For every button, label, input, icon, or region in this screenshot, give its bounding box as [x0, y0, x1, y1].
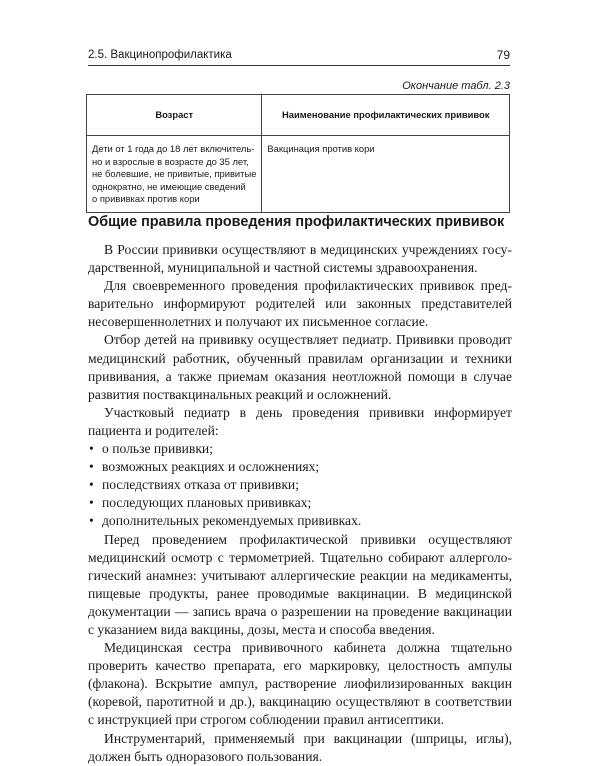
- body-text: [88, 241, 512, 766]
- text-line: пищевые продукты, ранее проводимые вакцинации. В медицинской: [88, 585, 512, 601]
- text-line: пациента и родителей:: [88, 422, 219, 438]
- table-caption: Окончание табл. 2.3: [402, 80, 510, 92]
- text-line: Для своевременного проведения профилактических прививок пред-: [104, 278, 512, 294]
- bullet-icon: •: [89, 495, 94, 511]
- bullet-icon: •: [89, 513, 94, 529]
- text-line: Отбор детей на прививку осуществляет педиатр. Прививки проводит: [104, 332, 512, 348]
- bullet-icon: •: [89, 459, 94, 475]
- running-header: [88, 47, 510, 66]
- running-header-section: 2.5. Вакцинопрофилактика: [88, 49, 232, 61]
- bullet-text: возможных реакциях и осложнениях;: [102, 459, 320, 475]
- bullet-list-item: [88, 440, 512, 458]
- text-line: (коревой, паротитной и др.), вакцинацию осуществляют в соответствии: [88, 694, 512, 710]
- text-line: варительно информируют родителей или законных представителей: [88, 296, 512, 312]
- column-header-age: Возраст: [87, 95, 262, 136]
- section-title: Общие правила проведения профилактических прививок: [88, 214, 505, 230]
- table-cell-age: [87, 136, 262, 213]
- table-cell-vaccination: Вакцинация против кори: [262, 136, 510, 213]
- cell-line: однократно, не имеющие сведений: [92, 180, 246, 192]
- text-line: В России прививки осуществляют в медицинских учреждениях госу-: [104, 242, 512, 257]
- bullet-list-item: [88, 512, 512, 530]
- column-header-line: профилактических прививок: [353, 108, 490, 120]
- text-line: развития поствакцинальных реакций и осложнений.: [88, 386, 392, 402]
- text-line: Перед проведением профилактической прививки осуществляют: [104, 531, 512, 547]
- bullet-list-item: [88, 458, 512, 476]
- bullet-list-item: [88, 494, 512, 512]
- bullet-icon: •: [89, 441, 94, 457]
- text-line: Медицинская сестра прививочного кабинета должна тщательно: [104, 640, 512, 656]
- text-line: (флакона). Вскрытие ампул, растворение лиофилизированных вакцин: [88, 676, 512, 692]
- bullet-list-item: [88, 476, 512, 494]
- text-line: проверить качество препарата, его маркировку, целостность ампулы: [88, 658, 512, 674]
- text-line: документации — запись врача о разрешении на проведение вакцинации: [88, 603, 512, 619]
- table-header-row: [87, 95, 510, 136]
- cell-line: Дети от 1 года до 18 лет включитель-: [92, 143, 255, 154]
- column-header-vaccination: [262, 95, 510, 136]
- bullet-icon: •: [89, 477, 94, 493]
- column-header-line: Наименование: [281, 108, 351, 120]
- vaccination-table: [86, 94, 510, 213]
- text-line: должен быть одноразового пользования.: [88, 748, 323, 764]
- page-number: 79: [496, 48, 510, 62]
- text-line: несовершеннолетних и получают их письменное согласие.: [88, 314, 429, 330]
- cell-line: но и взрослые в возрасте до 35 лет,: [92, 155, 249, 167]
- text-line: гический анамнез: учитывают аллергические реакции на медикаменты,: [88, 567, 512, 583]
- table-row: [87, 136, 510, 213]
- text-line: Инструментарий, применяемый при вакцинации (шприцы, иглы),: [104, 730, 512, 746]
- text-line: дарственной, муниципальной и частной системы здравоохранения.: [88, 260, 478, 276]
- bullet-text: последствиях отказа от прививки;: [102, 477, 299, 493]
- bullet-text: последующих плановых прививках;: [102, 495, 312, 511]
- bullet-text: дополнительных рекомендуемых прививках.: [102, 513, 362, 529]
- text-line: медицинский работник, обученный правилам организации и техники: [88, 350, 512, 366]
- bullet-text: о пользе прививки;: [102, 441, 213, 457]
- cell-line: не болевшие, не привитые, привитые: [92, 168, 257, 180]
- cell-line: о прививках против кори: [92, 193, 200, 205]
- text-line: прививания, а также приемам оказания неотложной помощи в случае: [88, 368, 512, 384]
- text-line: медицинский осмотр с термометрией. Тщательно собирают аллерголо-: [88, 549, 512, 565]
- text-line: с указанием вида вакцины, дозы, места и способа введения.: [88, 621, 435, 637]
- text-line: с инструкцией при строгом соблюдении правил антисептики.: [88, 712, 444, 728]
- text-line: Участковый педиатр в день проведения прививки информирует: [104, 404, 512, 420]
